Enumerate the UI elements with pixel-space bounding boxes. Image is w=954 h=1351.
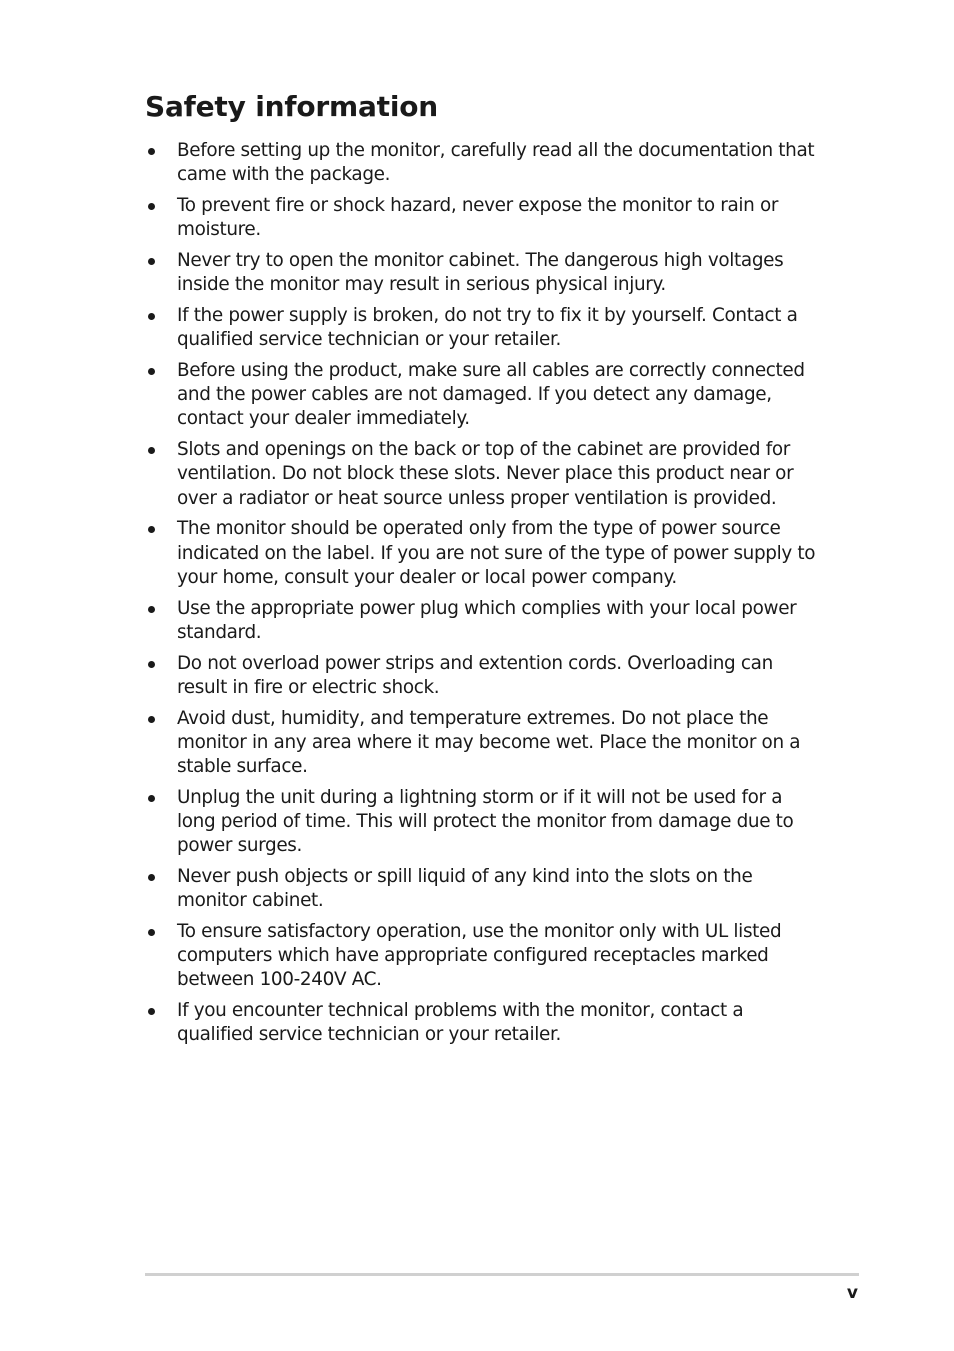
list-item	[145, 597, 820, 645]
list-item-text: Never push objects or spill liquid of any kind into the slots on the monitor cabinet.	[177, 866, 753, 912]
page-title: Safety information	[145, 90, 438, 123]
bullet-icon	[148, 1008, 155, 1015]
bullet-icon	[148, 929, 155, 936]
bullet-icon	[148, 874, 155, 881]
bullet-icon	[148, 526, 155, 533]
bullet-icon	[148, 716, 155, 723]
list-item	[145, 249, 820, 297]
list-item	[145, 438, 820, 511]
list-item-text: The monitor should be operated only from the type of power source indicated on the label. If you are not sure of the type of power supply to your home, consult your dealer or local power company.	[177, 518, 816, 588]
bullet-icon	[148, 447, 155, 454]
list-item-text: Before using the product, make sure all cables are correctly connected and the power cables are not damaged. If you detect any damage, contact your dealer immediately.	[177, 360, 805, 430]
list-item	[145, 139, 820, 187]
list-item	[145, 517, 820, 590]
list-item	[145, 652, 820, 700]
list-item-text: To ensure satisfactory operation, use the monitor only with UL listed computers which have appropriate configured receptacles marked between 100-240V AC.	[177, 921, 782, 991]
list-item	[145, 194, 820, 242]
list-item	[145, 359, 820, 432]
bullet-icon	[148, 661, 155, 668]
list-item	[145, 865, 820, 913]
list-item-text: Before setting up the monitor, carefully read all the documentation that came with the package.	[177, 140, 815, 186]
list-item-text: Unplug the unit during a lightning storm or if it will not be used for a long period of time. This will protect the monitor from damage due to power surges.	[177, 786, 794, 857]
list-item	[145, 999, 820, 1047]
list-item-text: Do not overload power strips and extention cords. Overloading can result in fire or electric shock.	[177, 652, 773, 698]
list-item	[145, 786, 820, 859]
list-item	[145, 304, 820, 352]
bullet-icon	[148, 313, 155, 320]
bullet-icon	[148, 148, 155, 155]
bullet-icon	[148, 203, 155, 210]
list-item-text: Use the appropriate power plug which complies with your local power standard.	[177, 597, 797, 643]
safety-list	[145, 139, 820, 1054]
list-item-text: If the power supply is broken, do not try to fix it by yourself. Contact a qualified service technician or your retailer.	[177, 305, 798, 351]
bullet-icon	[148, 795, 155, 802]
bullet-icon	[148, 606, 155, 613]
list-item-text: Slots and openings on the back or top of the cabinet are provided for ventilation. Do not block these slots. Never place this product near or over a radiator or heat source unless proper ventilation is provided.	[177, 439, 794, 509]
page-number: v	[846, 1283, 858, 1303]
list-item-text: Avoid dust, humidity, and temperature extremes. Do not place the monitor in any area where it may become wet. Place the monitor on a stable surface.	[177, 707, 801, 778]
list-item-text: If you encounter technical problems with the monitor, contact a qualified service technician or your retailer.	[177, 1000, 744, 1046]
footer-divider	[145, 1273, 859, 1276]
list-item-text: Never try to open the monitor cabinet. The dangerous high voltages inside the monitor may result in serious physical injury.	[177, 250, 784, 296]
list-item-text: To prevent fire or shock hazard, never expose the monitor to rain or moisture.	[177, 195, 779, 241]
bullet-icon	[148, 258, 155, 265]
list-item	[145, 920, 820, 993]
bullet-icon	[148, 368, 155, 375]
list-item	[145, 707, 820, 780]
